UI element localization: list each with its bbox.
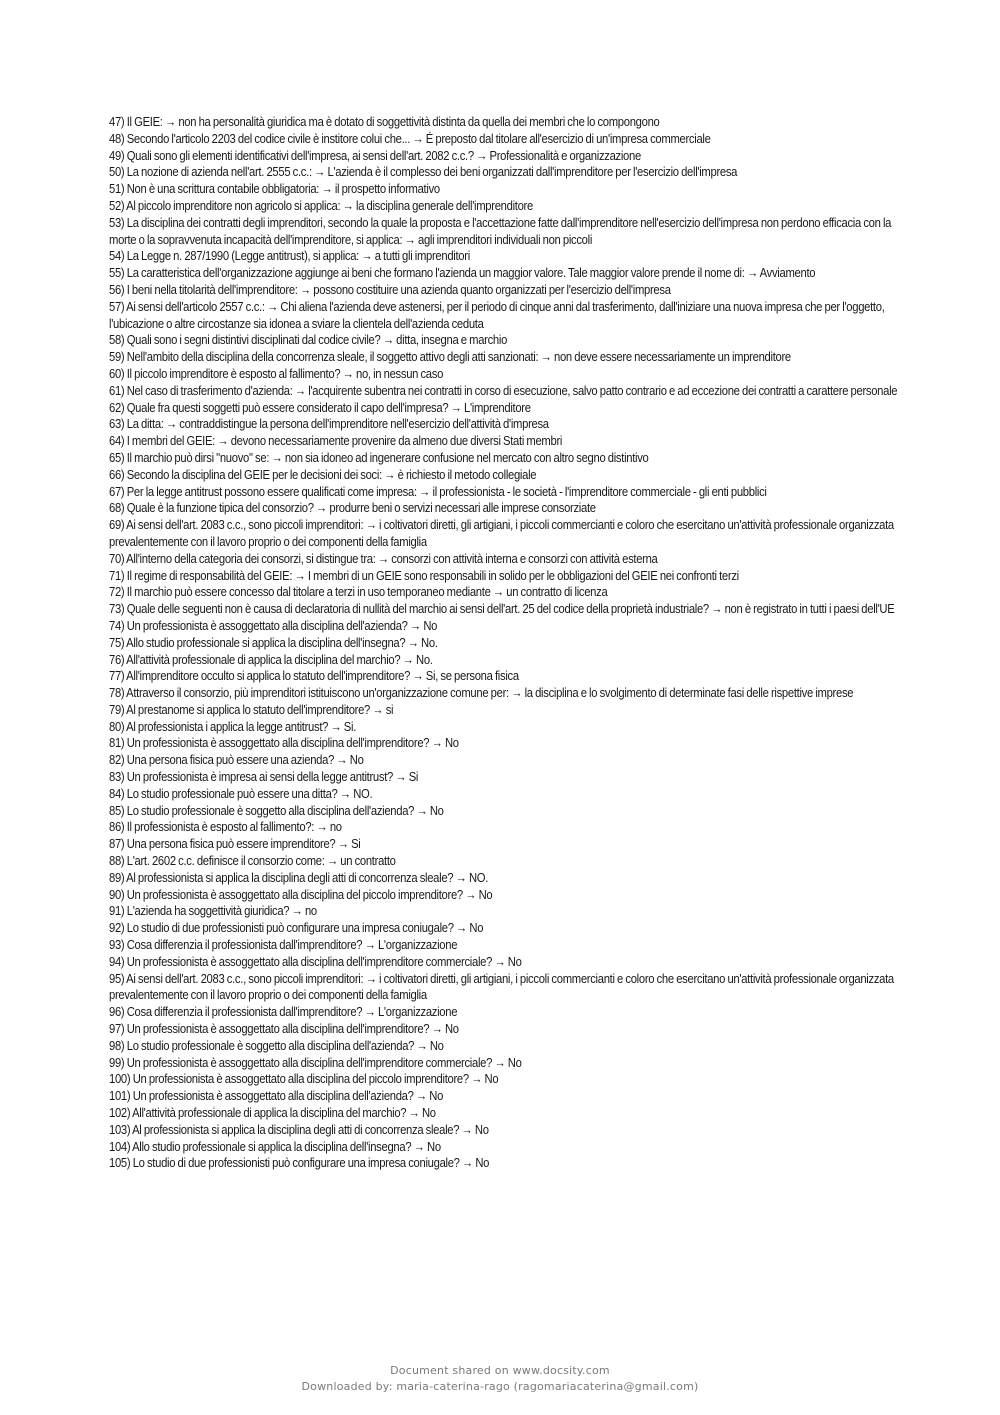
footer-shared-notice: Document shared on www.docsity.com bbox=[390, 1364, 610, 1377]
qa-item: 49) Quali sono gli elementi identificativi dell'impresa, ai sensi dell'art. 2082 c.c.? → Professionalità e organizzazione bbox=[109, 147, 641, 163]
qa-item: 48) Secondo l'articolo 2203 del codice civile è institore colui che... → É preposto dal titolare all'esercizio di un'impresa commerciale bbox=[109, 130, 711, 146]
qa-item: 95) Ai sensi dell'art. 2083 c.c., sono piccoli imprenditori: → i coltivatori diretti, gli artigiani, i piccoli commercianti e coloro che esercitano un'attività professionale organizzata prevalentemente con il lavoro proprio o dei componenti della famiglia bbox=[109, 970, 894, 1003]
qa-item: 58) Quali sono i segni distintivi disciplinati dal codice civile? → ditta, insegna e marchio bbox=[109, 332, 508, 348]
qa-item: 54) La Legge n. 287/1990 (Legge antitrust), si applica: → a tutti gli imprenditori bbox=[109, 248, 470, 264]
qa-item: 57) Ai sensi dell'articolo 2557 c.c.: → Chi aliena l'azienda deve astenersi, per il periodo di cinque anni dal trasferimento, dall'iniziare una nuova impresa che per l'oggetto, l'ubicazione o altre circostanze sia idonea a sviare la clientela dell'azienda ceduta bbox=[109, 298, 885, 331]
qa-item: 71) Il regime di responsabilità del GEIE: → I membri di un GEIE sono responsabili in solido per le obbligazioni del GEIE nei confronti terzi bbox=[109, 567, 739, 583]
qa-item: 55) La caratteristica dell'organizzazione aggiunge ai beni che formano l'azienda un maggior valore. Tale maggior valore prende il nome di: → Avviamento bbox=[109, 265, 816, 281]
qa-item: 78) Attraverso il consorzio, più imprenditori istituiscono un'organizzazione comune per: → la disciplina e lo svolgimento di determinate fasi delle rispettive imprese bbox=[109, 685, 854, 701]
qa-item: 101) Un professionista è assoggettato alla disciplina dell'azienda? → No bbox=[109, 1088, 444, 1104]
qa-item: 68) Quale è la funzione tipica del consorzio? → produrre beni o servizi necessari alle imprese consorziate bbox=[109, 500, 596, 516]
qa-item: 50) La nozione di azienda nell'art. 2555 c.c.: → L'azienda è il complesso dei beni organizzati dall'imprenditore per l'esercizio dell'impresa bbox=[109, 164, 738, 180]
qa-item: 96) Cosa differenzia il professionista dall'imprenditore? → L'organizzazione bbox=[109, 1004, 458, 1020]
qa-item: 87) Una persona fisica può essere imprenditore? → Si bbox=[109, 836, 361, 852]
document-body bbox=[109, 114, 899, 1172]
footer-download-notice: Downloaded by: maria-caterina-rago (ragomariacaterina@gmail.com) bbox=[301, 1380, 699, 1393]
qa-item: 47) Il GEIE: → non ha personalità giuridica ma è dotato di soggettività distinta da quella dei membri che lo compongono bbox=[109, 114, 660, 129]
qa-item: 81) Un professionista è assoggettato alla disciplina dell'imprenditore? → No bbox=[109, 735, 459, 751]
qa-item: 60) Il piccolo imprenditore è esposto al fallimento? → no, in nessun caso bbox=[109, 365, 444, 381]
qa-item: 102) All'attività professionale di applica la disciplina del marchio? → No bbox=[109, 1105, 436, 1121]
qa-item: 93) Cosa differenzia il professionista dall'imprenditore? → L'organizzazione bbox=[109, 937, 458, 953]
qa-item: 92) Lo studio di due professionisti può configurare una impresa coniugale? → No bbox=[109, 920, 484, 936]
qa-item: 73) Quale delle seguenti non è causa di declaratoria di nullità del marchio ai sensi dell'art. 25 del codice della proprietà industriale? → non è registrato in tutti i paesi dell'UE bbox=[109, 601, 895, 617]
qa-item: 77) All'imprenditore occulto si applica lo statuto dell'imprenditore? → Si, se persona fisica bbox=[109, 668, 519, 684]
qa-item: 79) Al prestanome si applica lo statuto dell'imprenditore? → si bbox=[109, 701, 394, 717]
qa-item: 84) Lo studio professionale può essere una ditta? → NO. bbox=[109, 785, 373, 801]
qa-item: 90) Un professionista è assoggettato alla disciplina del piccolo imprenditore? → No bbox=[109, 886, 493, 902]
qa-item: 70) All'interno della categoria dei consorzi, si distingue tra: → consorzi con attività interna e consorzi con attività esterna bbox=[109, 550, 658, 566]
qa-item: 63) La ditta: → contraddistingue la persona dell'imprenditore nell'esercizio dell'attività d'impresa bbox=[109, 416, 549, 432]
qa-item: 88) L'art. 2602 c.c. definisce il consorzio come: → un contratto bbox=[109, 853, 396, 869]
qa-item: 76) All'attività professionale di applica la disciplina del marchio? → No. bbox=[109, 651, 433, 667]
qa-item: 64) I membri del GEIE: → devono necessariamente provenire da almeno due diversi Stati membri bbox=[109, 433, 563, 449]
qa-item: 104) Allo studio professionale si applica la disciplina dell'insegna? → No bbox=[109, 1138, 441, 1154]
qa-item: 100) Un professionista è assoggettato alla disciplina del piccolo imprenditore? → No bbox=[109, 1071, 499, 1087]
qa-item: 91) L'azienda ha soggettività giuridica? → no bbox=[109, 903, 317, 919]
qa-item: 53) La disciplina dei contratti degli imprenditori, secondo la quale la proposta e l'accettazione fatte dall'imprenditore nell'esercizio dell'impresa non perdono efficacia con la morte o la sopravvenuta incapacità dell'imprenditore, si applica: → agli imprenditori individuali non piccoli bbox=[109, 214, 892, 247]
qa-item: 62) Quale fra questi soggetti può essere considerato il capo dell'impresa? → L'imprenditore bbox=[109, 399, 531, 415]
qa-item: 52) Al piccolo imprenditore non agricolo si applica: → la disciplina generale dell'imprenditore bbox=[109, 197, 533, 213]
qa-item: 67) Per la legge antitrust possono essere qualificati come impresa: → il professionista - le società - l'imprenditore commerciale - gli enti pubblici bbox=[109, 483, 767, 499]
qa-item: 75) Allo studio professionale si applica la disciplina dell'insegna? → No. bbox=[109, 634, 438, 650]
qa-item: 85) Lo studio professionale è soggetto alla disciplina dell'azienda? → No bbox=[109, 802, 444, 818]
qa-item: 98) Lo studio professionale è soggetto alla disciplina dell'azienda? → No bbox=[109, 1037, 444, 1053]
qa-item: 86) Il professionista è esposto al fallimento?: → no bbox=[109, 819, 342, 835]
qa-item: 83) Un professionista è impresa ai sensi della legge antitrust? → Si bbox=[109, 769, 419, 785]
qa-item: 94) Un professionista è assoggettato alla disciplina dell'imprenditore commerciale? → No bbox=[109, 953, 522, 969]
qa-item: 97) Un professionista è assoggettato alla disciplina dell'imprenditore? → No bbox=[109, 1021, 459, 1037]
qa-item: 66) Secondo la disciplina del GEIE per le decisioni dei soci: → è richiesto il metodo collegiale bbox=[109, 466, 537, 482]
qa-item: 103) Al professionista si applica la disciplina degli atti di concorrenza sleale? → No bbox=[109, 1121, 489, 1137]
qa-item: 59) Nell'ambito della disciplina della concorrenza sleale, il soggetto attivo degli atti sanzionati: → non deve essere necessariamente un imprenditore bbox=[109, 349, 791, 365]
qa-item: 89) Al professionista si applica la disciplina degli atti di concorrenza sleale? → NO. bbox=[109, 869, 489, 885]
qa-item: 69) Ai sensi dell'art. 2083 c.c., sono piccoli imprenditori: → i coltivatori diretti, gli artigiani, i piccoli commercianti e coloro che esercitano un'attività professionale organizzata prevalentemente con il lavoro proprio o dei componenti della famiglia bbox=[109, 517, 894, 549]
qa-item: 74) Un professionista è assoggettato alla disciplina dell'azienda? → No bbox=[109, 617, 438, 633]
qa-item: 80) Al professionista i applica la legge antitrust? → Si. bbox=[109, 718, 357, 734]
qa-item: 61) Nel caso di trasferimento d'azienda: → l'acquirente subentra nei contratti in corso di esecuzione, salvo patto contrario e ad eccezione dei contratti a carattere personale bbox=[109, 382, 898, 398]
qa-item: 65) Il marchio può dirsi "nuovo" se: → non sia idoneo ad ingenerare confusione nel mercato con altro segno distintivo bbox=[109, 449, 649, 465]
qa-item: 51) Non è una scrittura contabile obbligatoria: → il prospetto informativo bbox=[109, 181, 440, 197]
qa-item: 99) Un professionista è assoggettato alla disciplina dell'imprenditore commerciale? → No bbox=[109, 1054, 522, 1070]
qa-item: 105) Lo studio di due professionisti può configurare una impresa coniugale? → No bbox=[109, 1155, 490, 1171]
qa-item: 82) Una persona fisica può essere una azienda? → No bbox=[109, 752, 364, 768]
qa-item: 56) I beni nella titolarità dell'imprenditore: → possono costituire una azienda quanto organizzati per l'esercizio dell'impresa bbox=[109, 281, 671, 297]
qa-item: 72) Il marchio può essere concesso dal titolare a terzi in uso temporaneo mediante → un contratto di licenza bbox=[109, 584, 608, 600]
